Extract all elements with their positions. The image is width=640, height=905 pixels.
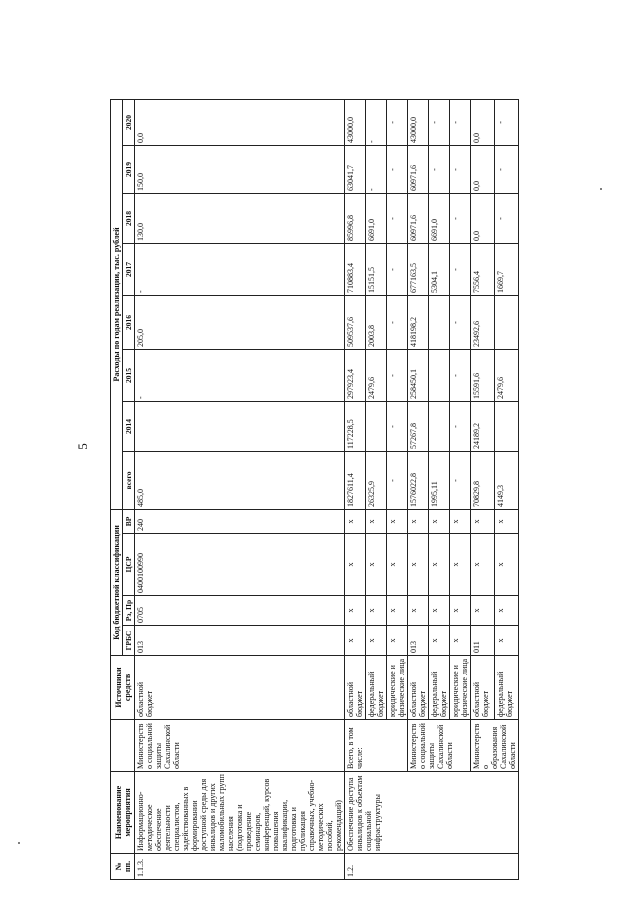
cell-2014 — [495, 401, 519, 451]
cell-2018: 60971,6 — [408, 193, 429, 243]
cell-2014: - — [450, 401, 471, 451]
cell-2019: - — [450, 145, 471, 193]
table-row — [135, 99, 345, 879]
header-expenses: Расходы по годам реализации, тыс. рублей — [111, 99, 123, 509]
cell-source: федеральный бюджет — [429, 656, 450, 720]
cell-2020: 43000,0 — [345, 99, 366, 145]
cell-total: - — [450, 451, 471, 509]
cell-csr: x — [408, 534, 429, 596]
cell-vr: x — [471, 509, 495, 533]
cell-source: областной бюджет — [471, 656, 495, 720]
cell-rzpr: x — [408, 596, 429, 626]
cell-vr: x — [450, 509, 471, 533]
cell-source: областной бюджет — [408, 656, 429, 720]
header-csr: ЦСР — [123, 534, 135, 596]
cell-csr: x — [429, 534, 450, 596]
cell-total: 485,0 — [135, 451, 345, 509]
cell-2017: - — [135, 243, 345, 295]
rotated-table-container — [110, 100, 630, 880]
cell-2014: - — [387, 401, 408, 451]
cell-grbs: 013 — [135, 626, 345, 656]
cell-total: - — [387, 451, 408, 509]
cell-2019: - — [387, 145, 408, 193]
cell-2020: 0,0 — [471, 99, 495, 145]
cell-vr: 240 — [135, 509, 345, 533]
cell-2017: 5304,1 — [429, 243, 450, 295]
cell-2015 — [429, 349, 450, 401]
cell-2016: 509537,6 — [345, 295, 366, 349]
cell-name: Обеспечение доступа инвалидов к объектам социальной инфраструктуры — [345, 772, 519, 854]
header-year-2016: 2016 — [123, 295, 135, 349]
cell-2016: 205,0 — [135, 295, 345, 349]
header-year-2015: 2015 — [123, 349, 135, 401]
cell-2016: - — [450, 295, 471, 349]
cell-exec: Министерство социальной защиты Сахалинской области — [408, 720, 471, 772]
cell-vr: x — [408, 509, 429, 533]
cell-2020: - — [366, 99, 387, 145]
cell-vr: x — [495, 509, 519, 533]
cell-csr: x — [387, 534, 408, 596]
cell-total: 70829,8 — [471, 451, 495, 509]
cell-rzpr: x — [366, 596, 387, 626]
cell-2018: - — [450, 193, 471, 243]
header-year-2020: 2020 — [123, 99, 135, 145]
cell-source: федеральный бюджет — [366, 656, 387, 720]
cell-2018: 0,0 — [471, 193, 495, 243]
cell-rzpr: x — [450, 596, 471, 626]
cell-exec: Министерство социальной защиты Сахалинской области — [135, 720, 345, 772]
cell-2015: - — [387, 349, 408, 401]
cell-2015: 258450,1 — [408, 349, 429, 401]
header-source: Источники средств — [111, 656, 135, 720]
cell-2018: - — [495, 193, 519, 243]
cell-2019: 63041,7 — [345, 145, 366, 193]
page-number: 5 — [74, 443, 90, 450]
header-budget-code: Код бюджетной классификации — [111, 509, 123, 655]
cell-2016: 23492,6 — [471, 295, 495, 349]
header-year-2019: 2019 — [123, 145, 135, 193]
header-total: всего — [123, 451, 135, 509]
cell-2020: - — [495, 99, 519, 145]
cell-rzpr: x — [345, 596, 366, 626]
cell-grbs: x — [387, 626, 408, 656]
cell-grbs: x — [366, 626, 387, 656]
cell-csr: 0400100990 — [135, 534, 345, 596]
cell-csr: x — [495, 534, 519, 596]
cell-total: 1576022,8 — [408, 451, 429, 509]
cell-2014: 24189,2 — [471, 401, 495, 451]
cell-2017: 7556,4 — [471, 243, 495, 295]
cell-2018: 85996,8 — [345, 193, 366, 243]
cell-grbs: x — [450, 626, 471, 656]
cell-csr: x — [450, 534, 471, 596]
cell-rzpr: 0705 — [135, 596, 345, 626]
cell-2018: 6691,0 — [429, 193, 450, 243]
cell-2014 — [135, 401, 345, 451]
header-vr: ВР — [123, 509, 135, 533]
cell-2015: 297923,4 — [345, 349, 366, 401]
cell-exec: Министерство образования Сахалинской области — [471, 720, 519, 772]
cell-2018: - — [387, 193, 408, 243]
cell-2018: 6691,0 — [366, 193, 387, 243]
cell-grbs: x — [429, 626, 450, 656]
cell-2019: 60971,6 — [408, 145, 429, 193]
cell-rzpr: x — [387, 596, 408, 626]
cell-2019: - — [429, 145, 450, 193]
cell-2017: - — [387, 243, 408, 295]
cell-2014: 57267,8 — [408, 401, 429, 451]
table-row — [408, 99, 429, 879]
cell-2018: 130,0 — [135, 193, 345, 243]
header-year-2014: 2014 — [123, 401, 135, 451]
cell-2015: - — [450, 349, 471, 401]
cell-2020: 43000,0 — [408, 99, 429, 145]
cell-num: 1.1.3. — [135, 854, 345, 880]
cell-2020: - — [387, 99, 408, 145]
cell-grbs: 011 — [471, 626, 495, 656]
cell-2016: 2003,8 — [366, 295, 387, 349]
cell-source: областной бюджет — [345, 656, 366, 720]
cell-2017: 1669,7 — [495, 243, 519, 295]
cell-2019: 150,0 — [135, 145, 345, 193]
cell-source: юридические и физические лица — [387, 656, 408, 720]
cell-csr: x — [471, 534, 495, 596]
cell-total: 26325,9 — [366, 451, 387, 509]
cell-2019: 0,0 — [471, 145, 495, 193]
cell-2017: 710883,4 — [345, 243, 366, 295]
header-num: № пп. — [111, 854, 135, 880]
cell-vr: x — [387, 509, 408, 533]
cell-num: 1.2. — [345, 854, 519, 880]
cell-2016 — [495, 295, 519, 349]
cell-2015: - — [135, 349, 345, 401]
cell-rzpr: x — [495, 596, 519, 626]
cell-2017: 15151,5 — [366, 243, 387, 295]
cell-name: Информационно-методическое обеспечение деятельности специалистов, задействованных в формировании доступной среды для инвалидов и других маломобильных групп населения (подготовка и проведение семинаров, конференций, курсов повышения квалификации, подготовка и публикация справочных, учебно-методических пособий, рекомендаций) — [135, 772, 345, 854]
cell-vr: x — [345, 509, 366, 533]
cell-2015: 2479,6 — [366, 349, 387, 401]
cell-source: юридические и физические лица — [450, 656, 471, 720]
cell-2020: - — [429, 99, 450, 145]
cell-csr: x — [366, 534, 387, 596]
table-row — [471, 99, 495, 879]
cell-2016: 418198,2 — [408, 295, 429, 349]
cell-csr: x — [345, 534, 366, 596]
scan-speck — [600, 188, 602, 190]
cell-2019: - — [495, 145, 519, 193]
cell-2020: 0,0 — [135, 99, 345, 145]
cell-2016 — [429, 295, 450, 349]
cell-2015: 2479,6 — [495, 349, 519, 401]
cell-grbs: x — [495, 626, 519, 656]
cell-source: федеральный бюджет — [495, 656, 519, 720]
cell-2014 — [366, 401, 387, 451]
cell-2017: 677163,5 — [408, 243, 429, 295]
header-grbs: ГРБС — [123, 626, 135, 656]
cell-2020: - — [450, 99, 471, 145]
cell-grbs: x — [345, 626, 366, 656]
header-year-2018: 2018 — [123, 193, 135, 243]
header-exec — [111, 720, 135, 772]
header-name: Наименование мероприятия — [111, 772, 135, 854]
table-row — [345, 99, 366, 879]
budget-table — [110, 99, 519, 880]
cell-rzpr: x — [471, 596, 495, 626]
cell-2014: 117228,5 — [345, 401, 366, 451]
cell-rzpr: x — [429, 596, 450, 626]
cell-total: 1827611,4 — [345, 451, 366, 509]
cell-total: 4149,3 — [495, 451, 519, 509]
header-rzpr: Рз, Пр — [123, 596, 135, 626]
scan-speck — [18, 842, 20, 844]
cell-2014 — [429, 401, 450, 451]
cell-vr: x — [429, 509, 450, 533]
cell-grbs: 013 — [408, 626, 429, 656]
cell-2016: - — [387, 295, 408, 349]
cell-2015: 15591,6 — [471, 349, 495, 401]
cell-exec: Всего, в том числе: — [345, 720, 408, 772]
cell-vr: x — [366, 509, 387, 533]
header-year-2017: 2017 — [123, 243, 135, 295]
cell-total: 1995,11 — [429, 451, 450, 509]
cell-source: областной бюджет — [135, 656, 345, 720]
cell-2017: - — [450, 243, 471, 295]
cell-2019: - — [366, 145, 387, 193]
